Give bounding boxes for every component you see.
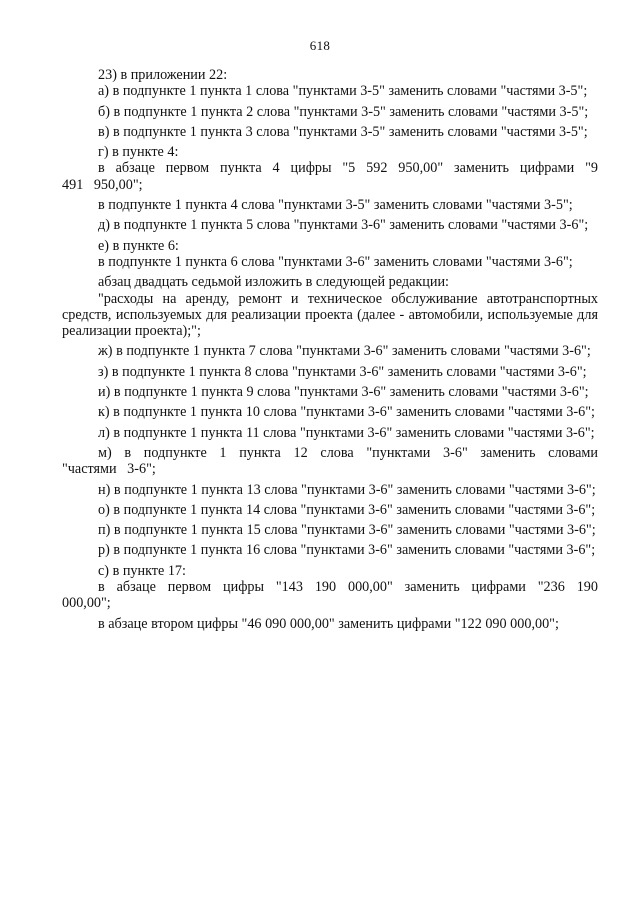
paragraph: в) в подпункте 1 пункта 3 слова "пунктами 3-5" заменить словами "частями 3-5"; [98,123,588,140]
paragraph: р) в подпункте 1 пункта 16 слова "пунктами 3-6" заменить словами "частями 3-6"; [98,542,596,559]
paragraph: в абзаце втором цифры "46 090 000,00" заменить цифрами "122 090 000,00"; [98,615,559,632]
paragraph: в подпункте 1 пункта 4 слова "пунктами 3-5" заменить словами "частями 3-5"; [98,197,573,214]
paragraph: с) в пункте 17: [98,562,186,579]
paragraph: н) в подпункте 1 пункта 13 слова "пунктами 3-6" заменить словами "частями 3-6"; [98,481,596,498]
paragraph: в абзаце первом пункта 4 цифры "5 592 950,00" заменить цифрами "9 491 950,00"; [62,160,598,193]
paragraph: а) в подпункте 1 пункта 1 слова "пунктами 3-5" заменить словами "частями 3-5"; [98,83,588,100]
document-body [62,67,598,636]
paragraph: п) в подпункте 1 пункта 15 слова "пунктами 3-6" заменить словами "частями 3-6"; [98,522,596,539]
paragraph: о) в подпункте 1 пункта 14 слова "пунктами 3-6" заменить словами "частями 3-6"; [98,501,596,518]
paragraph: б) в подпункте 1 пункта 2 слова "пунктами 3-5" заменить словами "частями 3-5"; [98,103,589,120]
paragraph: л) в подпункте 1 пункта 11 слова "пунктами 3-6" заменить словами "частями 3-6"; [98,424,595,441]
paragraph: в подпункте 1 пункта 6 слова "пунктами 3-6" заменить словами "частями 3-6"; [98,253,573,270]
paragraph: "расходы на аренду, ремонт и техническое обслуживание автотранспортных средств, используемых для реализации проекта (далее - автомобили, используемые для реализации проекта);"; [62,290,598,340]
paragraph: г) в пункте 4: [98,144,179,161]
paragraph: к) в подпункте 1 пункта 10 слова "пунктами 3-6" заменить словами "частями 3-6"; [98,404,595,421]
paragraph: з) в подпункте 1 пункта 8 слова "пунктами 3-6" заменить словами "частями 3-6"; [98,363,587,380]
paragraph: м) в подпункте 1 пункта 12 слова "пунктами 3-6" заменить словами "частями 3-6"; [62,444,598,478]
paragraph: е) в пункте 6: [98,237,179,254]
paragraph: ж) в подпункте 1 пункта 7 слова "пунктами 3-6" заменить словами "частями 3-6"; [98,343,591,360]
paragraph: 23) в приложении 22: [98,67,228,83]
paragraph: и) в подпункте 1 пункта 9 слова "пунктами 3-6" заменить словами "частями 3-6"; [98,384,589,401]
page-number: 618 [309,38,331,53]
paragraph: абзац двадцать седьмой изложить в следующей редакции: [98,274,449,291]
paragraph: д) в подпункте 1 пункта 5 слова "пунктами 3-6" заменить словами "частями 3-6"; [98,217,589,234]
paragraph: в абзаце первом цифры "143 190 000,00" заменить цифрами "236 190 000,00"; [62,579,598,612]
